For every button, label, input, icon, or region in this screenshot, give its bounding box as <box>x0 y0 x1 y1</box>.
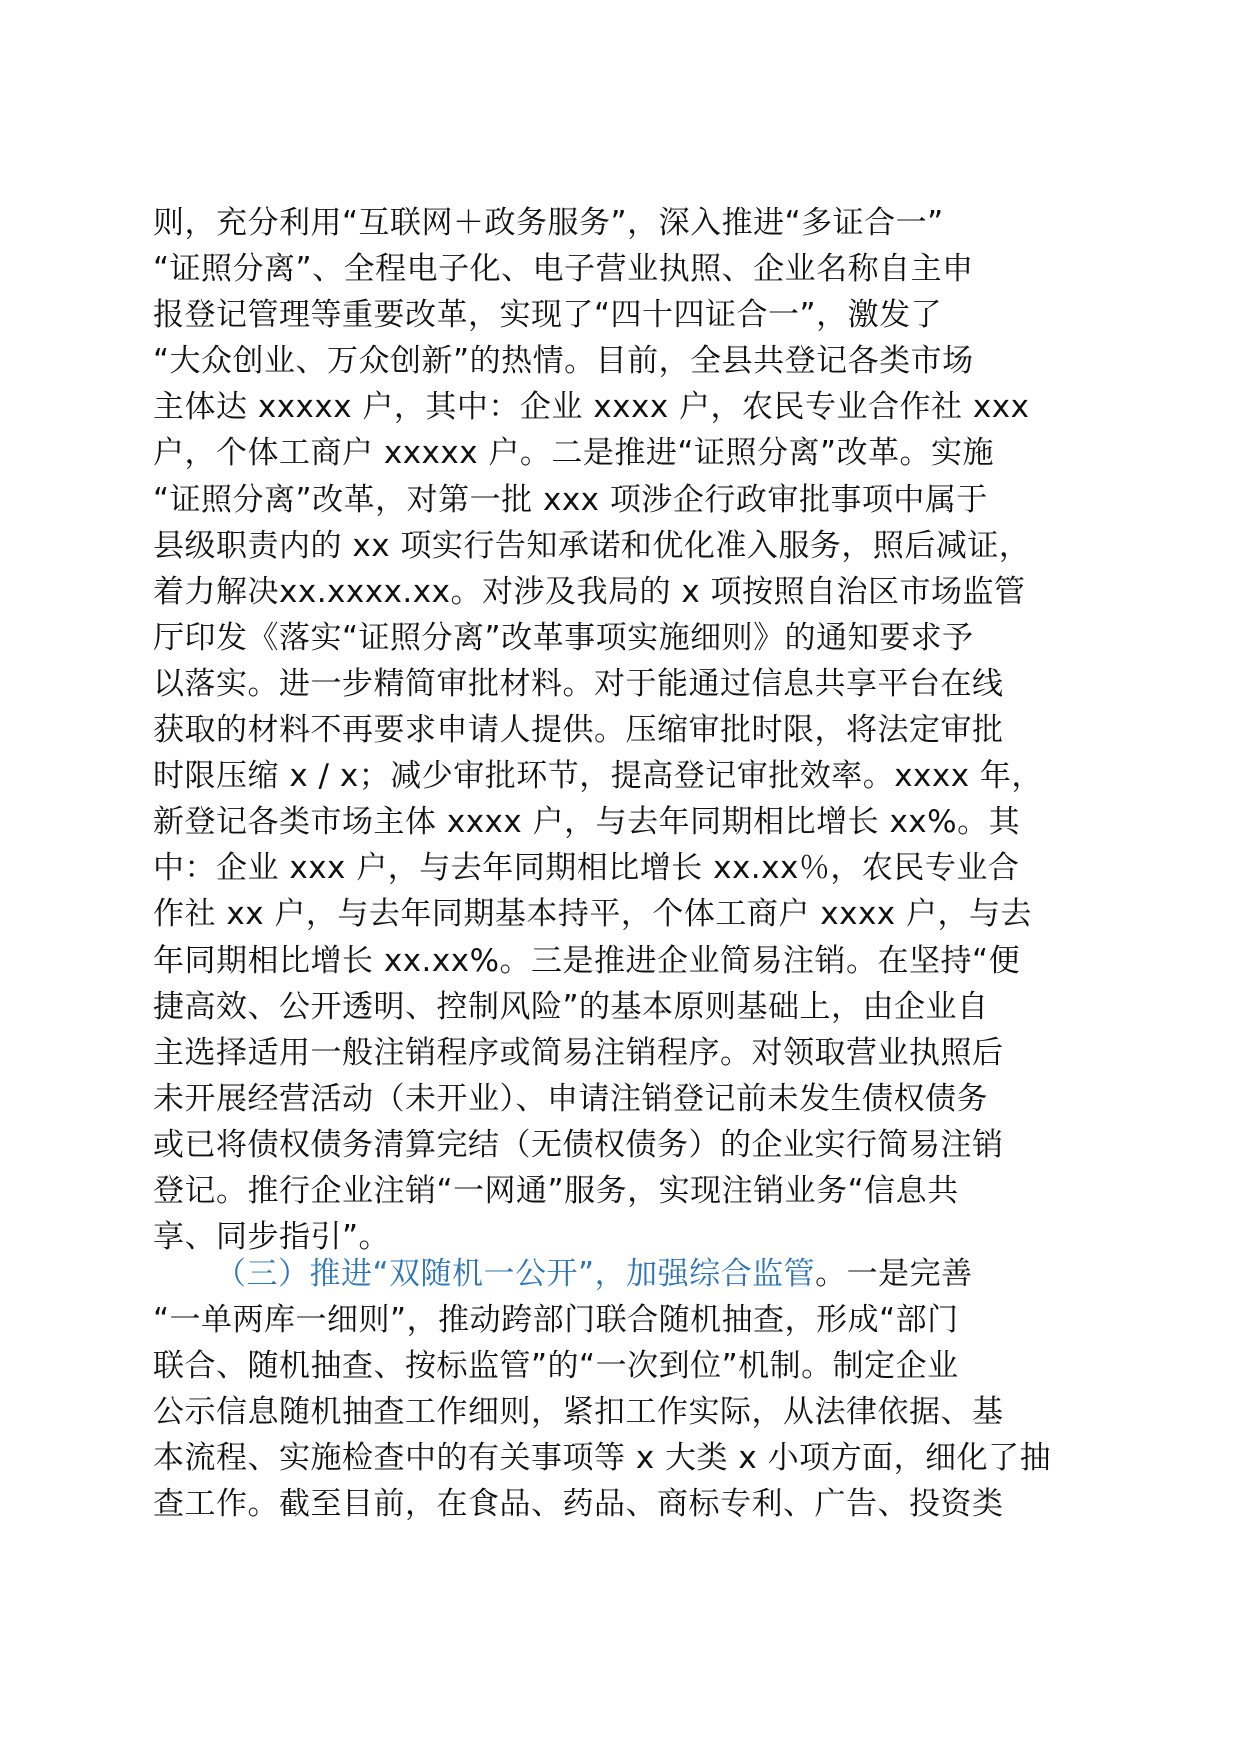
text-line: 着力解决xx.xxxx.xx。对涉及我局的 x 项按照自治区市场监管 <box>153 573 1026 610</box>
text-line: “大众创业、万众创新”的热情。目前，全县共登记各类市场 <box>153 343 974 380</box>
text-line: 本流程、实施检查中的有关事项等 x 大类 x 小项方面，细化了抽 <box>153 1440 1052 1477</box>
text-line: “证照分离”改革，对第一批 xxx 项涉企行政审批事项中属于 <box>153 481 988 518</box>
text-line: 户，个体工商户 xxxxx 户。二是推进“证照分离”改革。实施 <box>153 435 995 472</box>
text-line: 主选择适用一般注销程序或简易注销程序。对领取营业执照后 <box>153 1034 1004 1071</box>
body-paragraph-2 <box>153 1251 1088 1528</box>
text-line: 则，充分利用“互联网＋政务服务”，深入推进“多证合一” <box>153 205 944 241</box>
text-line: 查工作。截至目前，在食品、药品、商标专利、广告、投资类 <box>153 1486 1004 1523</box>
paragraph-first-line <box>153 1251 1088 1297</box>
text-line: 获取的材料不再要求申请人提供。压缩审批时限，将法定审批 <box>153 712 1004 749</box>
text-line: 捷高效、公开透明、控制风险”的基本原则基础上，由企业自 <box>153 988 989 1025</box>
text-line: 主体达 xxxxx 户，其中：企业 xxxx 户，农民专业合作社 xxx <box>153 389 1030 426</box>
text-line: 报登记管理等重要改革，实现了“四十四证合一”，激发了 <box>153 297 943 334</box>
body-paragraph-1 <box>153 200 1088 1260</box>
section-heading: （三）推进“双随机一公开”，加强综合监管 <box>215 1256 816 1292</box>
text-line: 或已将债权债务清算完结（无债权债务）的企业实行简易注销 <box>153 1126 1004 1163</box>
text-line: 新登记各类市场主体 xxxx 户，与去年同期相比增长 xx%。其 <box>153 804 1021 841</box>
text-line: “证照分离”、全程电子化、电子营业执照、企业名称自主申 <box>153 251 974 288</box>
text-line: 年同期相比增长 xx.xx%。三是推进企业简易注销。在坚持“便 <box>153 942 1021 979</box>
text-line: 以落实。进一步精简审批材料。对于能通过信息共享平台在线 <box>153 665 1004 702</box>
text-line: 厅印发《落实“证照分离”改革事项实施细则》的通知要求予 <box>153 619 974 656</box>
text-line: 时限压缩 x / x；减少审批环节，提高登记审批效率。xxxx 年， <box>153 758 1043 795</box>
text-line: 未开展经营活动（未开业）、申请注销登记前未发生债权债务 <box>153 1080 988 1117</box>
text-line: 公示信息随机抽查工作细则，紧扣工作实际，从法律依据、基 <box>153 1394 1004 1431</box>
text-line: 作社 xx 户，与去年同期基本持平，个体工商户 xxxx 户，与去 <box>153 896 1032 933</box>
text-line: 县级职责内的 xx 项实行告知承诺和优化准入服务，照后减证， <box>153 527 1031 564</box>
text-line: 登记。推行企业注销“一网通”服务，实现注销业务“信息共 <box>153 1172 959 1209</box>
text-run: 。一是完善 <box>815 1256 973 1292</box>
text-line: 中：企业 xxx 户，与去年同期相比增长 xx.xx％，农民专业合 <box>153 850 1020 887</box>
text-line: “一单两库一细则”，推动跨部门联合随机抽查，形成“部门 <box>153 1302 959 1339</box>
text-line: 联合、随机抽查、按标监管”的“一次到位”机制。制定企业 <box>153 1348 959 1385</box>
text-line: 享、同步指引”。 <box>153 1219 391 1256</box>
